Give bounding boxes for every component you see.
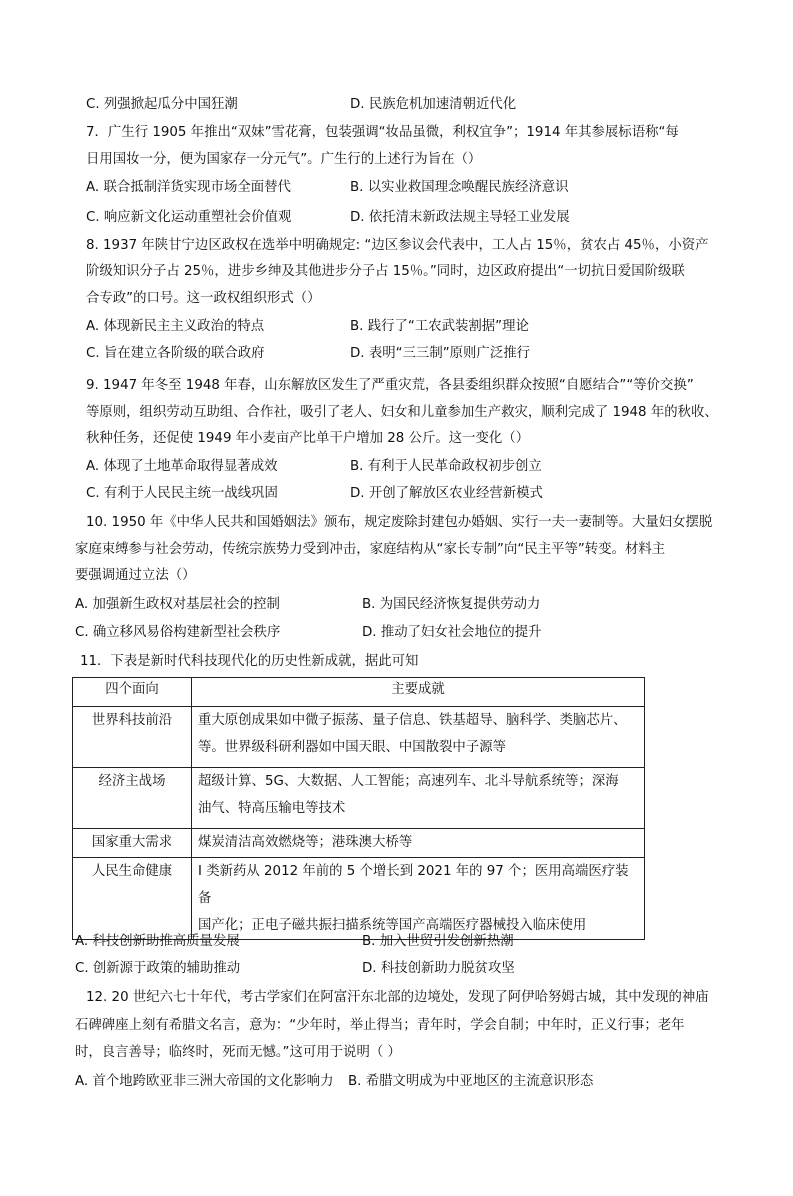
q7-option-d: D. 依托清末新政法规主导轻工业发展 [350, 210, 570, 225]
table-header-cell: 主要成就 [192, 678, 645, 707]
q7-option-a: A. 联合抵制洋货实现市场全面替代 [86, 180, 291, 195]
q9-option-a: A. 体现了土地革命取得显著成效 [86, 459, 278, 474]
q7-option-b: B. 以实业救国理念唤醒民族经济意识 [350, 180, 569, 195]
q7-option-c: C. 响应新文化运动重塑社会价值观 [86, 210, 292, 225]
q10-option-a: A. 加强新生政权对基层社会的控制 [75, 597, 280, 612]
q7-stem-line1: 7．广生行 1905 年推出“双妹”雪花膏，包装强调“妆品虽微，利权宜争”；1914 年其参展标语称“每 [86, 125, 679, 140]
q12-stem-line1: 12. 20 世纪六七十年代，考古学家们在阿富汗东北部的边境处，发现了阿伊哈努姆古城，其中发现的神庙 [86, 990, 709, 1005]
table-cell-content: 重大原创成果如中微子振荡、量子信息、铁基超导、脑科学、类脑芯片、 等。世界级科研利器如中国天眼、中国散裂中子源等 [192, 707, 645, 768]
q10-option-b: B. 为国民经济恢复提供劳动力 [362, 597, 541, 612]
table-cell-category: 人民生命健康 [73, 858, 192, 940]
q11-option-a: A. 科技创新助推高质量发展 [75, 934, 240, 949]
table-cell-category: 世界科技前沿 [73, 707, 192, 768]
q10-option-c: C. 确立移风易俗构建新型社会秩序 [75, 625, 281, 640]
table-cell-category: 经济主战场 [73, 768, 192, 829]
q8-option-d: D. 表明“三三制”原则广泛推行 [350, 346, 530, 361]
q11-option-d: D. 科技创新助力脱贫攻坚 [362, 961, 515, 976]
q6-option-c: C. 列强掀起瓜分中国狂潮 [86, 97, 238, 112]
q9-option-d: D. 开创了解放区农业经营新模式 [350, 486, 543, 501]
q11-option-b: B. 加入世贸引发创新热潮 [362, 934, 514, 949]
table-header-cell: 四个面向 [73, 678, 192, 707]
table-header-row [73, 678, 645, 707]
q12-option-b: B. 希腊文明成为中亚地区的主流意识形态 [348, 1074, 594, 1089]
q8-stem-line2: 阶级知识分子占 25％，进步乡绅及其他进步分子占 15％。”同时，边区政府提出“一切抗日爱国阶级联 [86, 264, 685, 279]
q6-option-d: D. 民族危机加速清朝近代化 [350, 97, 517, 112]
q10-stem-line3: 要强调通过立法（） [75, 568, 196, 583]
table-cell-content: 煤炭清洁高效燃烧等；港珠澳大桥等 [192, 829, 645, 858]
q12-stem-line3: 时，良言善导；临终时，死而无憾。”这可用于说明（ ） [75, 1045, 401, 1060]
table-cell-content: I 类新药从 2012 年前的 5 个增长到 2021 年的 97 个；医用高端医疗装备 国产化；正电子磁共振扫描系统等国产高端医疗器械投入临床使用 [192, 858, 645, 940]
q7-stem-line2: 日用国妆一分，便为国家存一分元气”。广生行的上述行为旨在（） [86, 152, 482, 167]
q12-stem-line2: 石碑碑座上刻有希腊文名言，意为：“少年时，举止得当；青年时，学会自制；中年时，正义行事；老年 [75, 1018, 685, 1033]
q8-option-a: A. 体现新民主主义政治的特点 [86, 319, 265, 334]
achievements-table [72, 677, 645, 940]
q12-option-a: A. 首个地跨欧亚非三洲大帝国的文化影响力 [75, 1074, 334, 1089]
q10-option-d: D. 推动了妇女社会地位的提升 [362, 625, 542, 640]
q10-stem-line2: 家庭束缚参与社会劳动，传统宗族势力受到冲击，家庭结构从“家长专制”向“民主平等”转变。材料主 [75, 542, 666, 557]
q11-option-c: C. 创新源于政策的辅助推动 [75, 961, 241, 976]
table-row [73, 768, 645, 829]
q9-stem-line3: 秋种任务，还促使 1949 年小麦亩产比单干户增加 28 公斤。这一变化（） [86, 431, 530, 446]
q11-stem: 11．下表是新时代科技现代化的历史性新成就，据此可知 [80, 654, 419, 669]
q8-stem-line3: 合专政”的口号。这一政权组织形式（） [86, 291, 321, 306]
q9-stem-line2: 等原则，组织劳动互助组、合作社，吸引了老人、妇女和儿童参加生产救灾，顺利完成了 1948 年的秋收、 [86, 405, 718, 420]
q9-stem-line1: 9. 1947 年冬至 1948 年春，山东解放区发生了严重灾荒，各县委组织群众按照“自愿结合”“等价交换” [86, 378, 694, 393]
q9-option-b: B. 有利于人民革命政权初步创立 [350, 459, 542, 474]
q9-option-c: C. 有利于人民民主统一战线巩固 [86, 486, 278, 501]
table-row [73, 829, 645, 858]
table-cell-content: 超级计算、5G、大数据、人工智能；高速列车、北斗导航系统等；深海 油气、特高压输电等技术 [192, 768, 645, 829]
q8-option-b: B. 践行了“工农武装割据”理论 [350, 319, 529, 334]
q8-option-c: C. 旨在建立各阶级的联合政府 [86, 346, 265, 361]
q10-stem-line1: 10. 1950 年《中华人民共和国婚姻法》颁布，规定废除封建包办婚姻、实行一夫一妻制等。大量妇女摆脱 [86, 515, 713, 530]
table-row [73, 858, 645, 940]
table-row [73, 707, 645, 768]
table-cell-category: 国家重大需求 [73, 829, 192, 858]
q8-stem-line1: 8. 1937 年陕甘宁边区政权在选举中明确规定: “边区参议会代表中，工人占 15％，贫农占 45％，小资产 [86, 238, 709, 253]
